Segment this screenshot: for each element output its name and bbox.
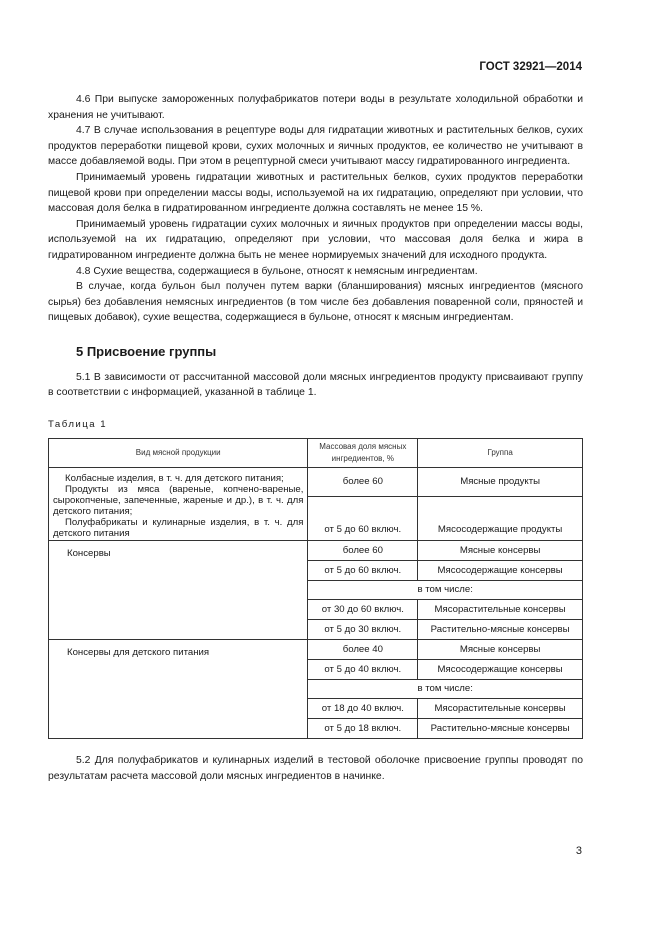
group-table xyxy=(48,438,583,739)
mass-fraction-cell: от 5 до 30 включ. xyxy=(308,620,418,640)
table-row xyxy=(49,640,583,660)
kind-line: Продукты из мяса (вареные, копчено-вареные, сырокопченые, запеченные, жареные и др.), в т. ч. для детского питания; xyxy=(53,484,304,518)
standard-number: ГОСТ 32921—2014 xyxy=(479,61,582,73)
mass-fraction-cell: от 30 до 60 включ. xyxy=(308,600,418,620)
product-kind-cell: Консервы xyxy=(49,541,308,640)
subheader-cell: в том числе: xyxy=(308,581,583,600)
document-body xyxy=(48,92,583,784)
mass-fraction-cell: более 40 xyxy=(308,640,418,660)
group-cell: Мясосодержащие консервы xyxy=(418,660,583,680)
subheader-cell: в том числе: xyxy=(308,680,583,699)
mass-fraction-cell: от 18 до 40 включ. xyxy=(308,699,418,719)
product-kind-cell xyxy=(49,468,308,541)
page-number: 3 xyxy=(575,845,582,857)
paragraph: 4.8 Сухие вещества, содержащиеся в бульоне, относят к немясным ингредиентам. xyxy=(76,265,478,277)
table-row xyxy=(49,468,583,497)
group-cell: Растительно-мясные консервы xyxy=(418,620,583,640)
header-product-kind: Вид мясной продукции xyxy=(49,439,308,468)
group-cell: Мясорастительные консервы xyxy=(418,699,583,719)
group-cell: Мясные консервы xyxy=(418,640,583,660)
paragraph: 5.2 Для полуфабрикатов и кулинарных изделий в тестовой оболочке присвоение группы проводят по результатам расчета массовой доли мясных ингредиентов в начинке. xyxy=(48,755,583,782)
mass-fraction-cell: от 5 до 18 включ. xyxy=(308,719,418,739)
table-row xyxy=(49,541,583,561)
header-group: Группа xyxy=(418,439,583,468)
group-cell: Мясосодержащие продукты xyxy=(418,497,583,541)
paragraph: Принимаемый уровень гидратации сухих молочных и яичных продуктов при определении массы воды, используемой на их гидратацию, определяют при условии, что массовая доля белка и жира в гидратированном ингредиенте должна быть не менее нормируемых значений для исходного продукта. xyxy=(48,218,583,261)
group-cell: Мясные продукты xyxy=(418,468,583,497)
mass-fraction-cell: более 60 xyxy=(308,468,418,497)
paragraph: В случае, когда бульон был получен путем варки (бланширования) мясных ингредиентов (мясного сырья) без добавления немясных ингредиентов (в том числе без добавления поваренной соли, пряностей и пищевых добавок), сухие вещества, содержащиеся в бульоне, относят к мясным ингредиентам. xyxy=(48,281,583,324)
paragraph: Принимаемый уровень гидратации животных и растительных белков, сухих продуктов переработки пищевой крови при определении массы воды, используемой на их гидратацию, определяют при условии, что массовая доля белка в гидратированном ингредиенте должна составлять не менее 15 %. xyxy=(48,171,583,215)
table-caption: Таблица 1 xyxy=(48,418,108,430)
group-cell: Мясорастительные консервы xyxy=(418,600,583,620)
kind-line: Полуфабрикаты и кулинарные изделия, в т. ч. для детского питания xyxy=(53,517,304,540)
mass-fraction-cell: более 60 xyxy=(308,541,418,561)
header-mass-fraction: Массовая доля мясных ингредиентов, % xyxy=(308,439,418,468)
table-header-row xyxy=(49,439,583,468)
group-cell: Растительно-мясные консервы xyxy=(418,719,583,739)
kind-line: Колбасные изделия, в т. ч. для детского питания; xyxy=(65,473,284,485)
mass-fraction-cell: от 5 до 60 включ. xyxy=(308,561,418,581)
section-title: 5 Присвоение группы xyxy=(76,343,217,359)
paragraph: 4.7 В случае использования в рецептуре воды для гидратации животных и растительных белков, сухих продуктов переработки пищевой крови, сухих молочных и яичных продуктов, ее количество не учитывают в массе добавляемой воды. При этом в рецептурной смеси учитывают массу гидратированного ингредиента. xyxy=(48,125,583,168)
section-intro: 5.1 В зависимости от рассчитанной массовой доли мясных ингредиентов продукту присваивают группу в соответствии с информацией, указанной в таблице 1. xyxy=(48,371,583,399)
group-cell: Мясные консервы xyxy=(418,541,583,561)
group-cell: Мясосодержащие консервы xyxy=(418,561,583,581)
paragraph: 4.6 При выпуске замороженных полуфабрикатов потери воды в результате холодильной обработки и хранения не учитывают. xyxy=(48,94,583,121)
product-kind-cell: Консервы для детского питания xyxy=(49,640,308,739)
mass-fraction-cell: от 5 до 40 включ. xyxy=(308,660,418,680)
mass-fraction-cell: от 5 до 60 включ. xyxy=(308,497,418,541)
